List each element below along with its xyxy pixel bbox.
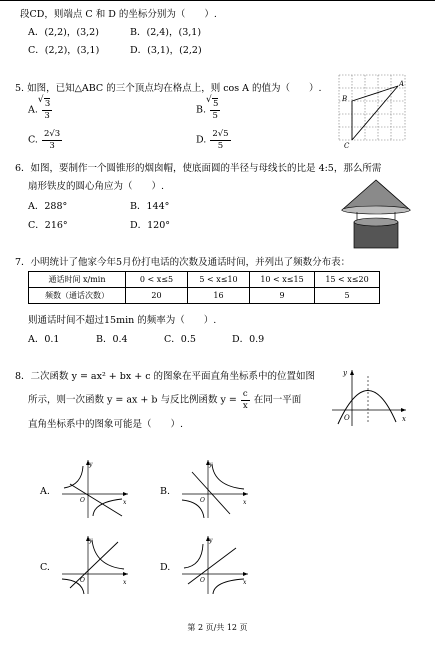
q8-reciprocal-fraction	[241, 390, 250, 410]
q8-x-label: x	[402, 415, 406, 423]
q8-option-a-label: A.	[40, 486, 50, 497]
q8-line1: 8．二次函数 y = ax² + bx + c 的图象在平面直角坐标系中的位置如图	[15, 371, 316, 382]
q7-stem: 7．小明统计了他家今年5月份打电话的次数及通话时间，并列出了频数分布表：	[15, 257, 351, 268]
hyperbola-branch	[184, 544, 203, 568]
q8-option-a-graph	[58, 458, 130, 520]
y-label: y	[209, 537, 213, 544]
q8-option-b-graph	[178, 458, 250, 520]
q7-option-d: D．0.9	[232, 334, 265, 345]
q6-line2: 扇形铁皮的圆心角应为（ ）.	[28, 181, 165, 192]
x-label: x	[243, 579, 247, 586]
x-arrow-icon	[243, 572, 248, 576]
q8-parabola-figure	[330, 366, 410, 428]
q5-option-c-fraction	[42, 130, 62, 150]
q5-option-b-fraction	[210, 100, 220, 120]
q5-option-d-fraction	[210, 130, 230, 150]
q5-stem: 5. 如图，已知△ABC 的三个顶点均在格点上，则 cos A 的值为（ ）.	[15, 83, 322, 94]
q5-label-c: C	[344, 142, 350, 150]
q5-option-b-num: √ 5	[212, 98, 218, 109]
q8-option-d-label: D.	[160, 562, 171, 573]
q8-y-label: y	[343, 369, 347, 377]
q5-option-d-label: D.	[196, 134, 207, 146]
table-cell: 通话时间 x/min	[29, 272, 126, 288]
linear-graph	[192, 472, 230, 514]
y-label: y	[209, 461, 213, 468]
x-arrow-icon	[243, 492, 248, 496]
q5-label-b: B	[342, 95, 348, 103]
q8-option-c-label: C.	[40, 562, 50, 573]
q5-grid-figure	[338, 74, 406, 150]
table-cell: 9	[250, 288, 315, 304]
q6-cone-cap	[342, 180, 410, 210]
hyperbola-branch	[213, 579, 244, 594]
x-label: x	[243, 499, 247, 506]
origin-label: O	[200, 497, 205, 504]
q5-option-c-num: 2√3	[43, 129, 61, 139]
q8-option-d-graph	[178, 534, 250, 596]
q-prev-option-a: A．(2,2)，(3,2)	[28, 27, 99, 38]
q7-option-b: B．0.4	[96, 334, 128, 345]
y-label: y	[89, 537, 93, 544]
x-arrow-icon	[123, 572, 128, 576]
q6-option-a: A．288°	[28, 201, 68, 212]
q7-question: 则通话时间不超过15min 的频率为（ ）.	[28, 315, 217, 326]
q5-option-a-label: A.	[28, 104, 38, 116]
q8-frac-num: c	[242, 389, 248, 399]
q8-option-c-graph	[58, 534, 130, 596]
q5-label-a: A	[399, 80, 405, 88]
q5-option-d-num: 2√5	[212, 129, 229, 139]
q7-option-c: C．0.5	[164, 334, 196, 345]
q5-option-b-den: 5	[212, 110, 218, 121]
q6-option-c: C．216°	[28, 220, 68, 231]
q5-option-a-num: √ 3	[44, 98, 50, 109]
q6-option-d: D．120°	[130, 220, 170, 231]
q5-option-c	[28, 130, 63, 150]
origin-label: O	[80, 577, 85, 584]
q8-y-arrow-icon	[350, 370, 354, 375]
hyperbola-branch	[92, 540, 124, 569]
hyperbola-branch	[212, 464, 244, 489]
q5-option-c-den: 3	[49, 140, 55, 151]
q5-option-a-den: 3	[44, 110, 50, 121]
table-cell: 10 < x≤15	[250, 272, 315, 288]
y-label: y	[89, 461, 93, 468]
table-cell: 频数（通话次数）	[29, 288, 126, 304]
q-prev-stem: 段CD，则端点 C 和 D 的坐标分别为（ ）.	[20, 9, 217, 20]
x-arrow-icon	[123, 492, 128, 496]
q8-origin-label: O	[344, 414, 350, 422]
page-footer: 第 2 页/共 12 页	[187, 623, 248, 632]
q7-frequency-table	[28, 271, 380, 304]
q-prev-option-c: C．(2,2)，(3,1)	[28, 45, 100, 56]
q5-option-d-den: 5	[217, 140, 224, 151]
q-prev-option-b: B．(2,4)，(3,1)	[130, 27, 202, 38]
hyperbola-branch	[64, 466, 83, 488]
q8-option-b-label: B.	[160, 486, 171, 497]
table-cell: 15 < x≤20	[315, 272, 380, 288]
table-cell: 5	[315, 288, 380, 304]
table-row	[29, 288, 380, 304]
q-prev-option-d: D．(3,1)，(2,2)	[130, 45, 202, 56]
x-label: x	[123, 499, 127, 506]
q8-x-arrow-icon	[401, 408, 406, 412]
q5-option-d	[196, 130, 232, 150]
q6-line1: 6．如图，要制作一个圆锥形的烟囱帽，使底面圆的半径与母线长的比是 4:5，那么所需	[15, 163, 382, 174]
q8-frac-den: x	[242, 400, 248, 411]
table-row	[29, 272, 380, 288]
q6-option-b: B．144°	[130, 201, 170, 212]
table-cell: 0 < x≤5	[126, 272, 188, 288]
x-label: x	[123, 579, 127, 586]
q5-option-b-label: B.	[196, 104, 207, 116]
q5-segment-ac	[352, 86, 398, 140]
q6-chimney-top	[354, 218, 398, 226]
q8-line2	[28, 390, 301, 410]
q6-cap-base	[342, 206, 410, 214]
linear-graph	[188, 548, 236, 584]
q5-option-c-label: C.	[28, 134, 38, 146]
q5-option-a-fraction	[42, 100, 52, 120]
q8-line3: 直角坐标系中的图象可能是（ ）.	[28, 419, 184, 430]
q5-option-a	[28, 100, 53, 120]
table-cell: 20	[126, 288, 188, 304]
table-cell: 16	[188, 288, 250, 304]
table-cell: 5 < x≤10	[188, 272, 250, 288]
top-rule	[0, 0, 435, 1]
q7-option-a: A．0.1	[28, 334, 60, 345]
q8-line2-text: 所示，则一次函数 y = ax + b 与反比例函数 y =	[28, 394, 237, 406]
origin-label: O	[80, 497, 85, 504]
q8-line2-tail: 在同一平面	[253, 394, 302, 406]
origin-label: O	[200, 577, 205, 584]
q5-option-b	[196, 100, 221, 120]
q6-chimney-figure	[340, 178, 412, 250]
